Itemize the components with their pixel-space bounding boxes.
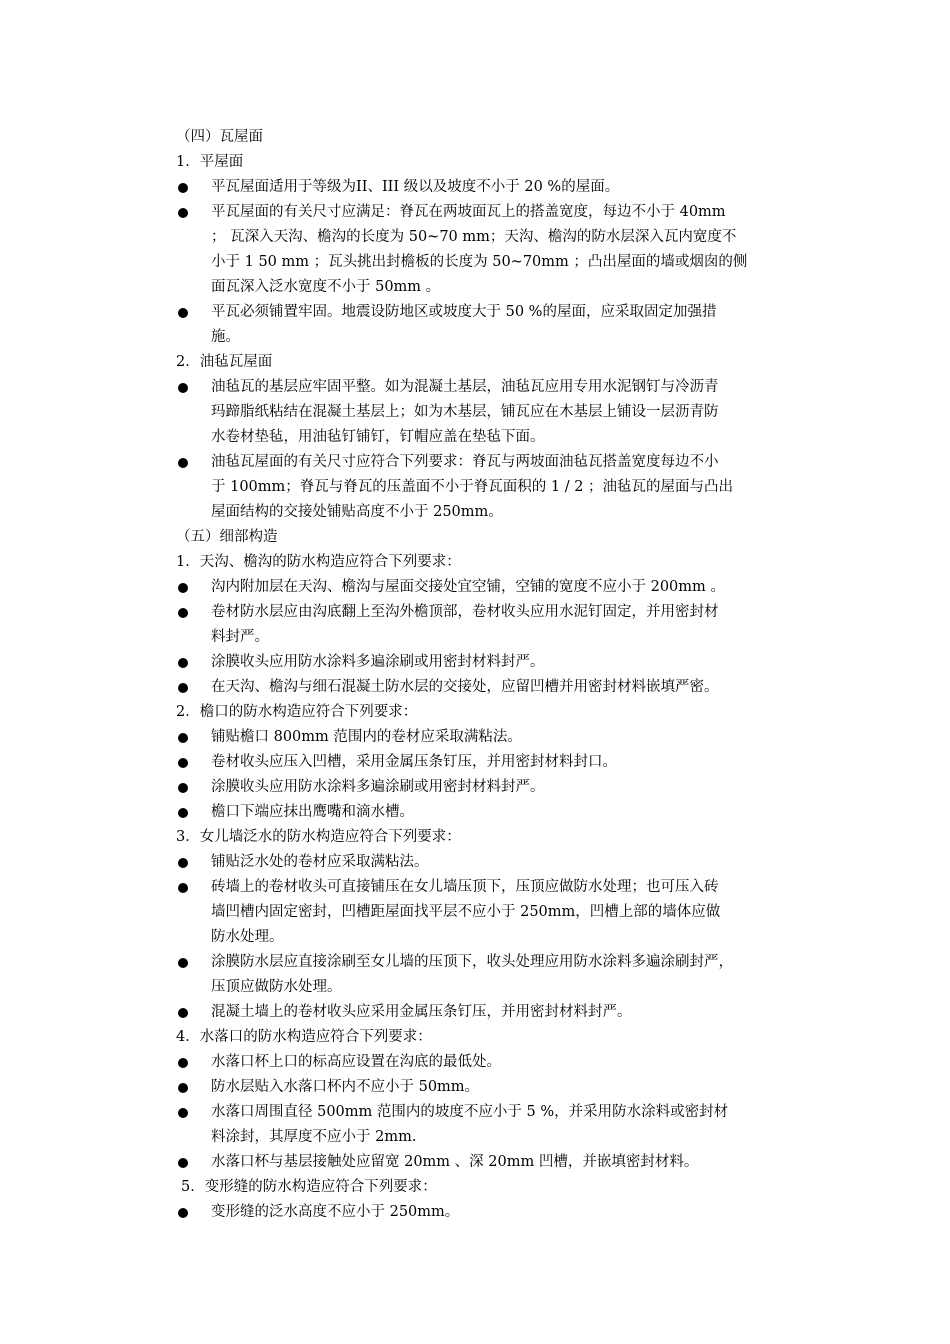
bullet-item <box>176 450 816 525</box>
bullet-text-line: 檐口下端应抹出鹰嘴和滴水槽。 <box>211 804 414 820</box>
bullet-dot-icon <box>178 1058 188 1068</box>
bullet-text-line: 平瓦屋面的有关尺寸应满足：脊瓦在两坡面瓦上的搭盖宽度，每边不小于 40mm <box>211 204 726 220</box>
bullet-item <box>176 300 816 350</box>
numbered-heading: 5．变形缝的防水构造应符合下列要求： <box>181 1179 437 1195</box>
bullet-item <box>176 575 816 600</box>
bullet-item <box>176 200 816 300</box>
bullet-dot-icon <box>178 1108 188 1118</box>
bullet-text-line: 涂膜防水层应直接涂刷至女儿墙的压顶下，收头处理应用防水涂料多遍涂刷封严， <box>211 954 733 970</box>
bullet-text-line: 沟内附加层在天沟、檐沟与屋面交接处宜空铺，空铺的宽度不应小于 200mm 。 <box>211 579 725 595</box>
bullet-text-line: 油毡瓦的基层应牢固平整。如为混凝土基层，油毡瓦应用专用水泥钢钉与冷沥青 <box>211 379 719 395</box>
bullet-text-line: 压顶应做防水处理。 <box>211 979 342 995</box>
bullet-text-line: 涂膜收头应用防水涂料多遍涂刷或用密封材料封严。 <box>211 779 545 795</box>
bullet-item <box>176 1100 816 1150</box>
bullet-text-line: 水卷材垫毡，用油毡钉铺钉，钉帽应盖在垫毡下面。 <box>211 429 545 445</box>
bullet-item <box>176 950 816 1000</box>
bullet-text-line: 水落口杯与基层接触处应留宽 20mm 、深 20mm 凹槽，并嵌填密封材料。 <box>211 1154 699 1170</box>
bullet-item <box>176 1150 816 1175</box>
bullet-dot-icon <box>178 683 188 693</box>
bullet-dot-icon <box>178 733 188 743</box>
bullet-dot-icon <box>178 758 188 768</box>
bullet-text-line: 料封严。 <box>211 629 269 645</box>
bullet-text-line: 墙凹槽内固定密封，凹槽距屋面找平层不应小于 250mm，凹槽上部的墙体应做 <box>211 904 721 920</box>
numbered-heading: 2．檐口的防水构造应符合下列要求： <box>176 704 418 720</box>
bullet-text-line: 屋面结构的交接处铺贴高度不小于 250mm。 <box>211 504 503 520</box>
bullet-dot-icon <box>178 1083 188 1093</box>
bullet-item <box>176 850 816 875</box>
section-heading: （四）瓦屋面 <box>176 129 263 145</box>
bullet-text-line: 施。 <box>211 329 240 345</box>
bullet-dot-icon <box>178 658 188 668</box>
bullet-dot-icon <box>178 1008 188 1018</box>
bullet-text-line: 铺贴檐口 800mm 范围内的卷材应采取满粘法。 <box>211 729 522 745</box>
bullet-text-line: 料涂封，其厚度不应小于 2mm. <box>211 1129 417 1145</box>
bullet-dot-icon <box>178 308 188 318</box>
bullet-dot-icon <box>178 783 188 793</box>
bullet-text-line: 在天沟、檐沟与细石混凝土防水层的交接处，应留凹槽并用密封材料嵌填严密。 <box>211 679 719 695</box>
document-body <box>176 125 816 1225</box>
bullet-dot-icon <box>178 883 188 893</box>
bullet-dot-icon <box>178 208 188 218</box>
bullet-item <box>176 800 816 825</box>
bullet-dot-icon <box>178 383 188 393</box>
bullet-text-line: 玛蹄脂纸粘结在混凝土基层上；如为木基层，铺瓦应在木基层上铺设一层沥青防 <box>211 404 719 420</box>
bullet-text-line: 面瓦深入泛水宽度不小于 50mm 。 <box>211 279 441 295</box>
bullet-text-line: 涂膜收头应用防水涂料多遍涂刷或用密封材料封严。 <box>211 654 545 670</box>
bullet-text-line: 平瓦必须铺置牢固。地震设防地区或坡度大于 50 %的屋面，应采取固定加强措 <box>211 304 717 320</box>
bullet-text-line: 水落口杯上口的标高应设置在沟底的最低处。 <box>211 1054 501 1070</box>
bullet-text-line: 卷材防水层应由沟底翻上至沟外檐顶部，卷材收头应用水泥钉固定，并用密封材 <box>211 604 719 620</box>
bullet-item <box>176 650 816 675</box>
bullet-dot-icon <box>178 183 188 193</box>
bullet-item <box>176 875 816 950</box>
bullet-text-line: 混凝土墙上的卷材收头应采用金属压条钉压，并用密封材料封严。 <box>211 1004 632 1020</box>
bullet-text-line: 平瓦屋面适用于等级为II、III 级以及坡度不小于 20 %的屋面。 <box>211 179 620 195</box>
bullet-dot-icon <box>178 583 188 593</box>
bullet-item <box>176 1000 816 1025</box>
bullet-item <box>176 600 816 650</box>
bullet-item <box>176 775 816 800</box>
bullet-text-line: 小于 1 50 mm ；瓦头挑出封檐板的长度为 50~70mm ；凸出屋面的墙或烟囱的侧 <box>211 254 748 270</box>
bullet-item <box>176 1200 816 1225</box>
bullet-text-line: 变形缝的泛水高度不应小于 250mm。 <box>211 1204 460 1220</box>
bullet-item <box>176 675 816 700</box>
numbered-heading: 1．平屋面 <box>176 154 244 170</box>
bullet-text-line: 于 100mm；脊瓦与脊瓦的压盖面不小于脊瓦面积的 1 / 2 ；油毡瓦的屋面与凸出 <box>211 479 734 495</box>
bullet-text-line: 水落口周围直径 500mm 范围内的坡度不应小于 5 %，并采用防水涂料或密封材 <box>211 1104 729 1120</box>
bullet-item <box>176 1075 816 1100</box>
bullet-text-line: 防水层贴入水落口杯内不应小于 50mm。 <box>211 1079 480 1095</box>
bullet-item <box>176 175 816 200</box>
bullet-dot-icon <box>178 1208 188 1218</box>
bullet-text-line: 砖墙上的卷材收头可直接铺压在女儿墙压顶下，压顶应做防水处理；也可压入砖 <box>211 879 719 895</box>
bullet-item <box>176 750 816 775</box>
bullet-item <box>176 375 816 450</box>
bullet-text-line: 卷材收头应压入凹槽，采用金属压条钉压，并用密封材料封口。 <box>211 754 617 770</box>
bullet-dot-icon <box>178 458 188 468</box>
bullet-dot-icon <box>178 958 188 968</box>
bullet-dot-icon <box>178 808 188 818</box>
bullet-item <box>176 725 816 750</box>
bullet-dot-icon <box>178 858 188 868</box>
numbered-heading: 4．水落口的防水构造应符合下列要求： <box>176 1029 432 1045</box>
bullet-text-line: 油毡瓦屋面的有关尺寸应符合下列要求：脊瓦与两坡面油毡瓦搭盖宽度每边不小 <box>211 454 719 470</box>
bullet-text-line: ； 瓦深入天沟、檐沟的长度为 50~70 mm；天沟、檐沟的防水层深入瓦内宽度不 <box>211 229 737 245</box>
numbered-heading: 1．天沟、檐沟的防水构造应符合下列要求： <box>176 554 461 570</box>
numbered-heading: 3．女儿墙泛水的防水构造应符合下列要求： <box>176 829 461 845</box>
bullet-dot-icon <box>178 1158 188 1168</box>
section-heading: （五）细部构造 <box>176 529 278 545</box>
bullet-dot-icon <box>178 608 188 618</box>
bullet-item <box>176 1050 816 1075</box>
bullet-text-line: 铺贴泛水处的卷材应采取满粘法。 <box>211 854 429 870</box>
bullet-text-line: 防水处理。 <box>211 929 284 945</box>
numbered-heading: 2．油毡瓦屋面 <box>176 354 273 370</box>
